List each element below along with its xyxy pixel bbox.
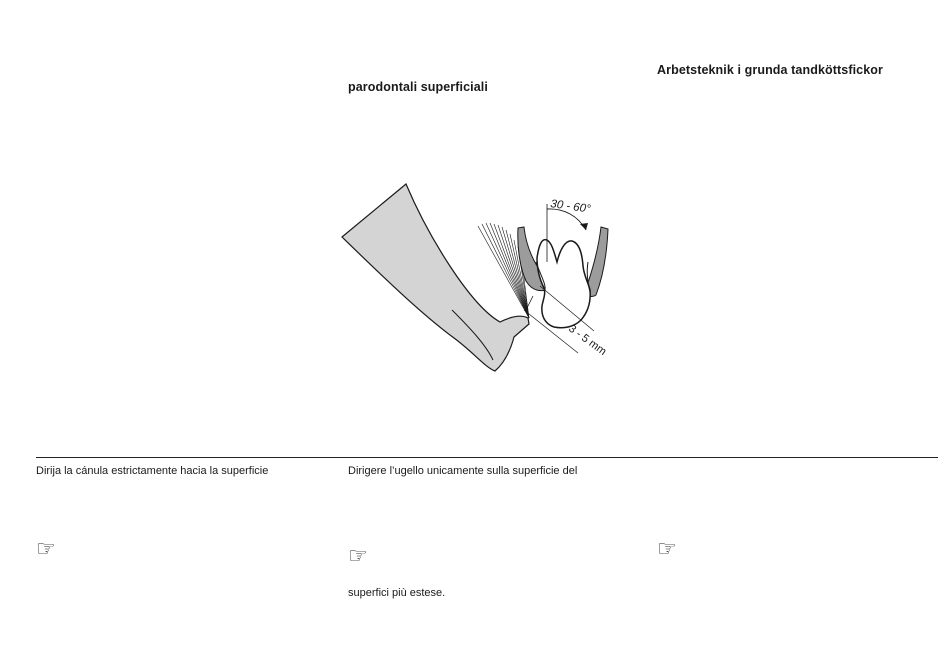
distance-label: 3 - 5 mm	[566, 322, 609, 358]
angle-arc-arrowhead	[580, 223, 588, 230]
pointing-hand-note-icon: ☞	[348, 544, 368, 569]
italian-paragraph: Dirigere l’ugello unicamente sulla superficie del	[348, 465, 578, 477]
italian-note-text: superfici più estese.	[348, 587, 446, 599]
pointing-hand-note-icon: ☞	[657, 537, 677, 562]
scaler-tooth-illustration	[330, 175, 630, 385]
scaler-handpiece	[342, 184, 529, 371]
tooth-outline	[537, 240, 590, 328]
spanish-paragraph: Dirija la cánula estrictamente hacia la superficie	[36, 465, 269, 477]
section-divider	[36, 457, 938, 458]
pointing-hand-note-icon: ☞	[36, 537, 56, 562]
heading-italian: parodontali superficiali	[348, 80, 488, 94]
heading-swedish: Arbetsteknik i grunda tandköttsfickor	[657, 63, 883, 77]
angle-label: 30 - 60°	[549, 198, 592, 216]
